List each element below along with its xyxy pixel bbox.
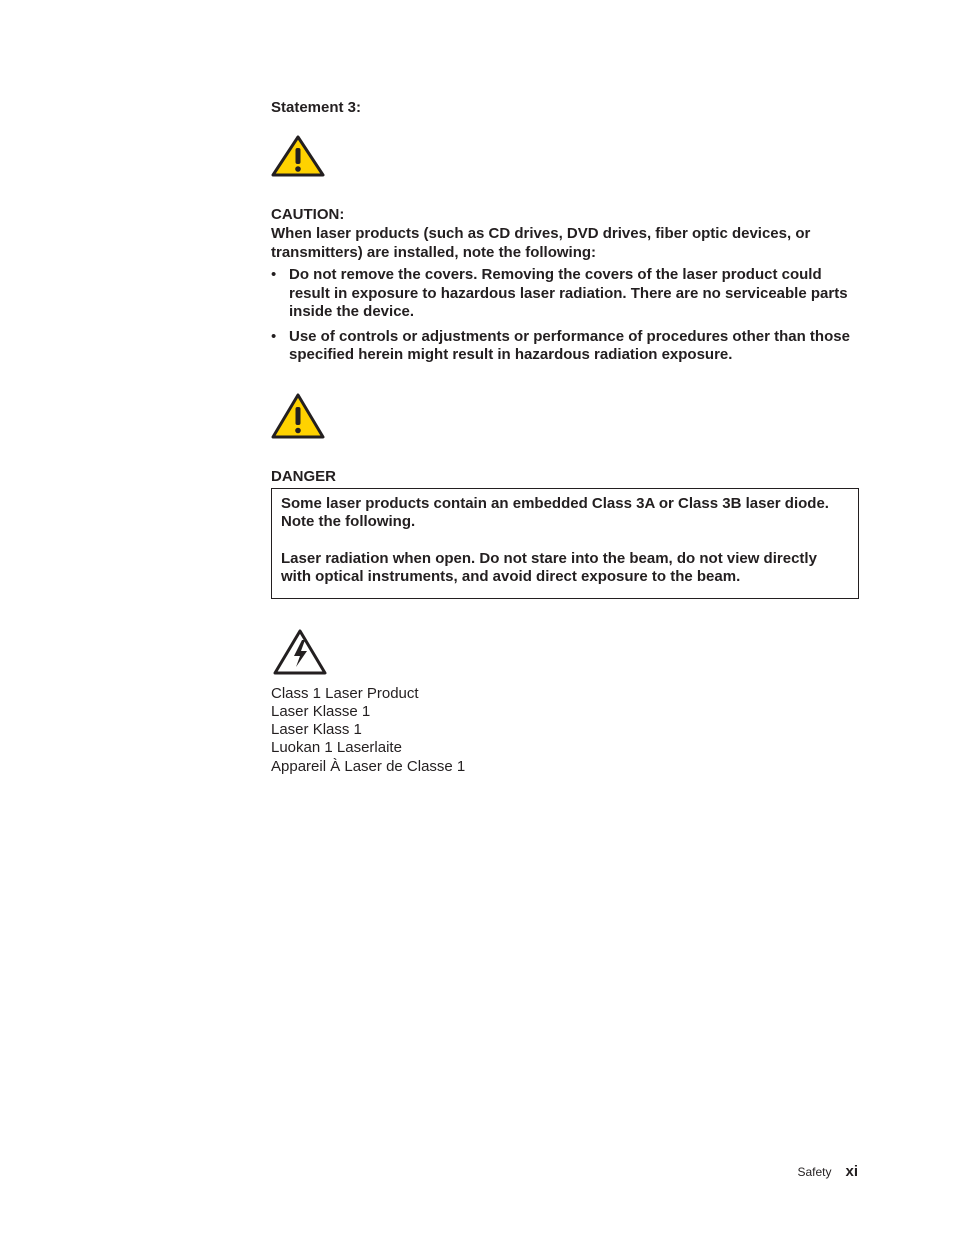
footer-section-name: Safety [797,1165,832,1179]
danger-box [271,488,859,599]
page-content [271,98,859,776]
list-item [271,328,859,365]
laser-class-line: Luokan 1 Laserlaite [271,739,402,757]
danger-label: DANGER [271,467,337,485]
caution-intro: When laser products (such as CD drives, DVD drives, fiber optic devices, or transmitters) are installed, note the following: [271,225,811,261]
danger-paragraph: Laser radiation when open. Do not stare into the beam, do not view directly with optical instruments, and avoid direct exposure to the beam. [281,549,817,585]
laser-class-line: Class 1 Laser Product [271,684,419,702]
bullet-icon: • [271,327,277,345]
caution-bullet-list [271,266,859,365]
electrical-hazard-icon [273,629,327,675]
caution-label: CAUTION: [271,206,345,223]
caution-triangle-icon [271,135,325,177]
list-item [271,266,859,322]
caution-bullet-text: Do not remove the covers. Removing the covers of the laser product could result in exposure to hazardous laser radiation. There are no serviceable parts inside the device. [289,266,848,320]
laser-class-line: Laser Klass 1 [271,721,362,739]
danger-paragraph: Some laser products contain an embedded Class 3A or Class 3B laser diode. Note the following. [281,494,829,530]
laser-class-line: Appareil À Laser de Classe 1 [271,757,466,775]
statement-title: Statement 3: [271,99,362,116]
caution-bullet-text: Use of controls or adjustments or performance of procedures other than those specified herein might result in hazardous radiation exposure. [289,327,850,363]
laser-class-line: Laser Klasse 1 [271,702,371,720]
page-footer [797,1162,858,1182]
page-number: xi [845,1163,858,1180]
bullet-icon: • [271,266,277,283]
danger-triangle-icon [271,393,325,439]
laser-class-lines [271,685,859,776]
